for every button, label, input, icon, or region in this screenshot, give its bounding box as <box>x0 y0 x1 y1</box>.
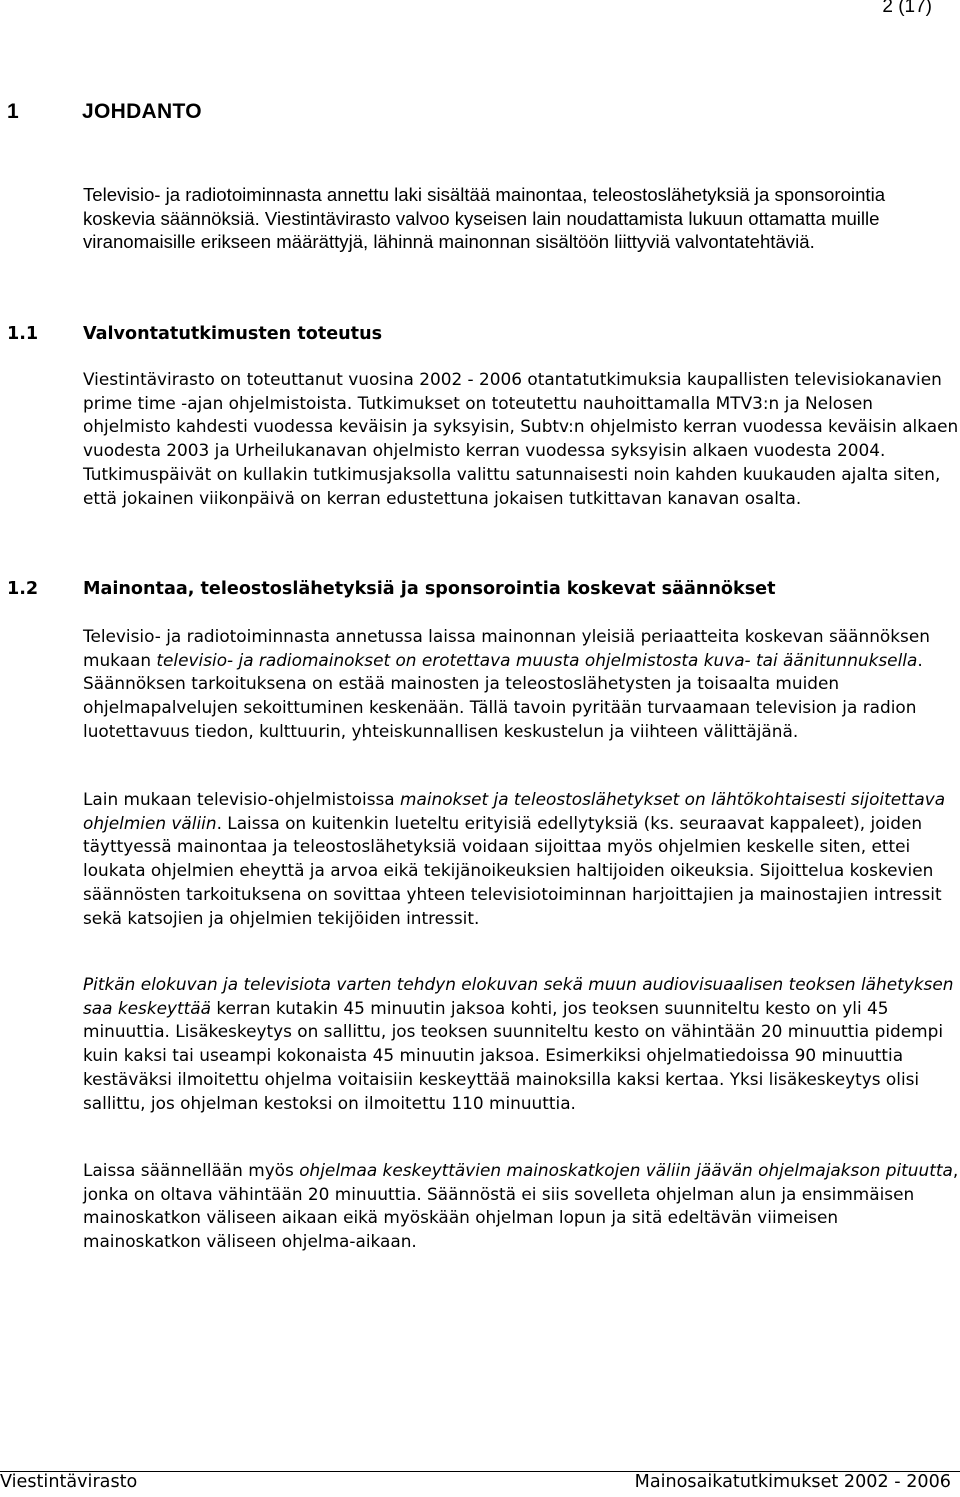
section-heading-1-1 <box>7 324 382 344</box>
rules-paragraph-4: Laissa säännellään myös ohjelmaa keskeyttävien mainoskatkojen väliin jäävän ohjelmajakson pituutta, jonka on oltava vähintään 20 minuuttia. Säännöstä ei siis sovelleta ohjelman alun ja ensimmäisen mainoskatkon väliseen aikaan eikä myöskään ohjelman lopun ja sitä edeltävän viimeisen mainoskatkon väliseen ohjelma-aikaan. <box>83 1160 959 1252</box>
rules-paragraph-3: Pitkän elokuvan ja televisiota varten tehdyn elokuvan sekä muun audiovisuaalisen teoksen lähetyksen saa keskeyttää kerran kutakin 45 minuutin jaksoa kohti, jos teoksen suunniteltu kesto on yli 45 minuuttia. Lisäkeskeytys on sallittu, jos teoksen suunniteltu kesto on vähintään 20 minuuttia pidempi kuin kaksi tai useampi kokonaista 45 minuutin jaksoa. Esimerkiksi ohjelmatiedoissa 90 minuuttia kestäväksi ilmoitettu ohjelma voitaisiin keskeyttää mainoksilla kaksi kertaa. Yksi lisäkeskeytys olisi sallittu, jos ohjelman kestoksi on ilmoitettu 110 minuuttia. <box>83 974 954 1113</box>
section-heading-1 <box>7 100 202 124</box>
footer-organization: Viestintävirasto <box>0 1472 138 1492</box>
survey-paragraph: Viestintävirasto on toteuttanut vuosina 2002 - 2006 otantatutkimuksia kaupallisten televisiokanavien prime time -ajan ohjelmistoista. Tutkimukset on toteutettu nauhoittamalla MTV3:n ja Nelosen ohjelmisto kahdesti vuodessa keväisin ja syksyisin, Subtv:n ohjelmisto kerran vuodessa keväisin alkaen vuodesta 2003 ja Urheilukanavan ohjelmisto kerran vuodessa syksyisin alkaen vuodesta 2004. Tutkimuspäivät on kullakin tutkimusjaksolla valittu satunnaisesti noin kahden kuukauden ajalta siten, että jokainen viikonpäivä on kerran edustettuna jokaisen tutkittavan kanavan osalta. <box>83 369 959 508</box>
section-heading-1-2 <box>7 579 776 599</box>
section-title: JOHDANTO <box>82 100 202 123</box>
section-title: Valvontatutkimusten toteutus <box>83 324 383 344</box>
section-number: 1 <box>7 100 19 123</box>
footer-document-title: Mainosaikatutkimukset 2002 - 2006 <box>634 1472 951 1492</box>
section-number: 1.2 <box>7 579 39 599</box>
page-number: 2 (17) <box>882 0 932 17</box>
section-title: Mainontaa, teleostoslähetyksiä ja sponsorointia koskevat säännökset <box>83 579 776 599</box>
section-number: 1.1 <box>7 324 39 344</box>
rules-paragraph-2: Lain mukaan televisio-ohjelmistoissa mainokset ja teleostoslähetykset on lähtökohtaisesti sijoitettava ohjelmien väliin. Laissa on kuitenkin lueteltu erityisiä edellytyksiä (ks. seuraavat kappaleet), joiden täyttyessä mainontaa ja teleostoslähetyksiä voidaan sijoittaa myös ohjelmien keskelle siten, ettei loukata ohjelmien eheyttä ja arvoa eikä tekijänoikeuksien haltijoiden oikeuksia. Sijoittelua koskevien säännösten tarkoituksena on sovittaa yhteen televisiotoiminnan harjoittajien ja mainostajien intressit sekä katsojien ja ohjelmien tekijöiden intressit. <box>83 789 946 928</box>
intro-paragraph: Televisio- ja radiotoiminnasta annettu laki sisältää mainontaa, teleostoslähetyksiä ja sponsorointia koskevia säännöksiä. Viestintävirasto valvoo kyseisen lain noudattamista lukuun ottamatta muille viranomaisille erikseen määrättyjä, lähinnä mainonnan sisältöön liittyviä valvontatehtäviä. <box>83 184 886 253</box>
rules-paragraph-1: Televisio- ja radiotoiminnasta annetussa laissa mainonnan yleisiä periaatteita koskevan säännöksen mukaan televisio- ja radiomainokset on erotettava muusta ohjelmistosta kuva- tai äänitunnuksella. Säännöksen tarkoituksena on estää mainosten ja teleostoslähetysten ja toisaalta muiden ohjelmapalvelujen sekoittuminen keskenään. Tällä tavoin pyritään turvaamaan television ja radion luotettavuus tiedon, kulttuurin, yhteiskunnallisen keskustelun ja viihteen välittäjänä. <box>83 626 930 741</box>
